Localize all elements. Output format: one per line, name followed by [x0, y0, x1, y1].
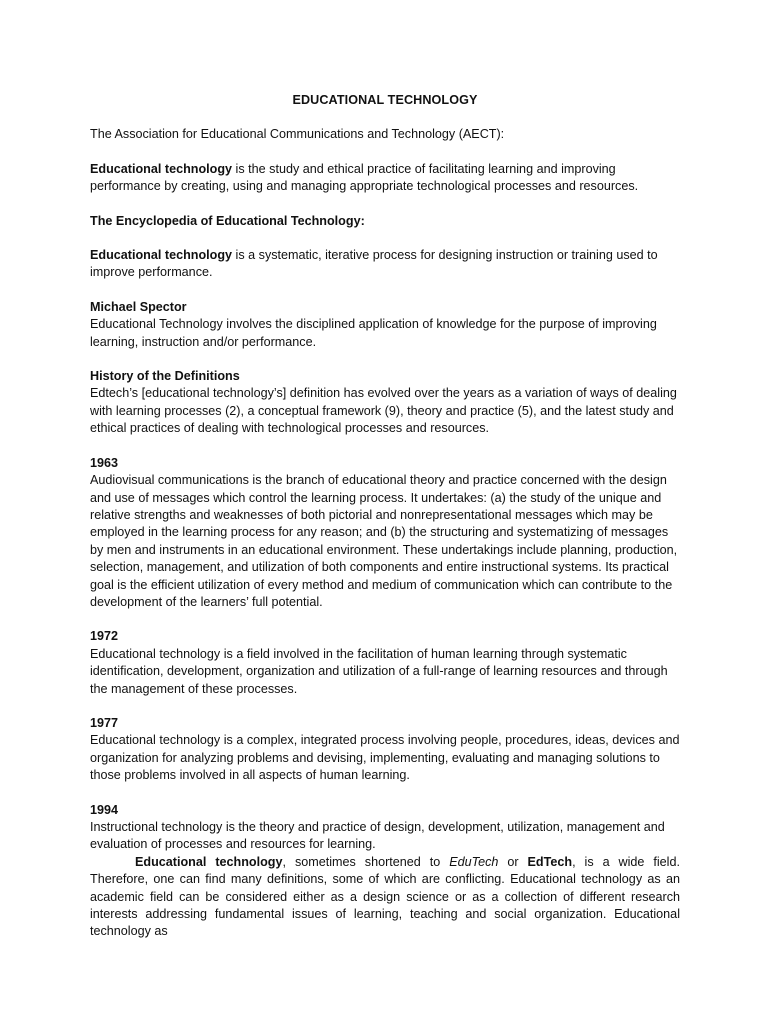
- aect-definition: [90, 161, 680, 196]
- encyclopedia-definition-term: Educational technology: [90, 248, 233, 263]
- encyclopedia-definition-text: is a systematic, iterative process for designing instruction or training used to improve performance.: [90, 248, 658, 280]
- aect-definition-text: is the study and ethical practice of facilitating learning and improving performance by creating, using and managing appropriate technological processes and resources.: [90, 161, 639, 194]
- year-1977-text: Educational technology is a complex, integrated process involving people, procedures, ideas, devices and organization for analyzing problems and devising, implementing, evaluating and managing solutions to those problems involved in all aspects of human learning.: [90, 733, 680, 783]
- year-1977-heading: 1977: [90, 715, 119, 730]
- final-text-rest: , is a wide field. Therefore, one can find many definitions, some of which are conflicting. Educational technology as an academic field can be considered either as a design science or as a collection of different research interests addressing fundamental issues of learning, teaching and social organization. Educational technology as: [90, 854, 680, 939]
- year-1963-text: Audiovisual communications is the branch of educational theory and practice concerned with the design and use of messages which control the learning process. It undertakes: (a) the study of the unique and relative strengths and weaknesses of both pictorial and nonrepresentational messages which may be employed in the learning process for any reason; and (b) the structuring and systematizing of messages by men and instruments in an educational environment. These undertakings include planning, production, selection, management, and utilization of both components and entire instructional systems. Its practical goal is the efficient utilization of every method and medium of communication which can contribute to the development of the learners’ full potential.: [90, 473, 678, 609]
- final-paragraph: [90, 854, 680, 941]
- year-1994-text: Instructional technology is the theory and practice of design, development, utilization, management and evaluation of processes and resources for learning.: [90, 820, 665, 852]
- year-1963-heading: 1963: [90, 455, 119, 470]
- document-title: EDUCATIONAL TECHNOLOGY: [292, 93, 478, 107]
- encyclopedia-definition: [90, 247, 680, 282]
- aect-heading: The Association for Educational Communications and Technology (AECT):: [90, 127, 505, 142]
- encyclopedia-heading: The Encyclopedia of Educational Technology:: [90, 213, 365, 228]
- history-heading: History of the Definitions: [90, 369, 240, 384]
- year-1994-heading: 1994: [90, 802, 119, 817]
- aect-definition-term: Educational technology: [90, 161, 233, 176]
- year-1972-text: Educational technology is a field involved in the facilitation of human learning through systematic identification, development, organization and utilization of a full-range of learning resources and through the management of these processes.: [90, 646, 668, 696]
- edtech-term: EdTech: [527, 854, 573, 869]
- spector-text: Educational Technology involves the disciplined application of knowledge for the purpose of improving learning, instruction and/or performance.: [90, 317, 657, 349]
- final-text-or: or: [498, 854, 528, 869]
- year-1972-heading: 1972: [90, 629, 119, 644]
- spector-heading: Michael Spector: [90, 299, 187, 314]
- final-text-a: , sometimes shortened to: [282, 854, 450, 869]
- final-term: Educational technology: [135, 854, 283, 869]
- edutech-term: EduTech: [449, 854, 499, 869]
- history-text: Edtech’s [educational technology’s] definition has evolved over the years as a variation of ways of dealing with learning processes (2), a conceptual framework (9), theory and practice (5), and the latest study and ethical practices of dealing with technological processes and resources.: [90, 386, 677, 436]
